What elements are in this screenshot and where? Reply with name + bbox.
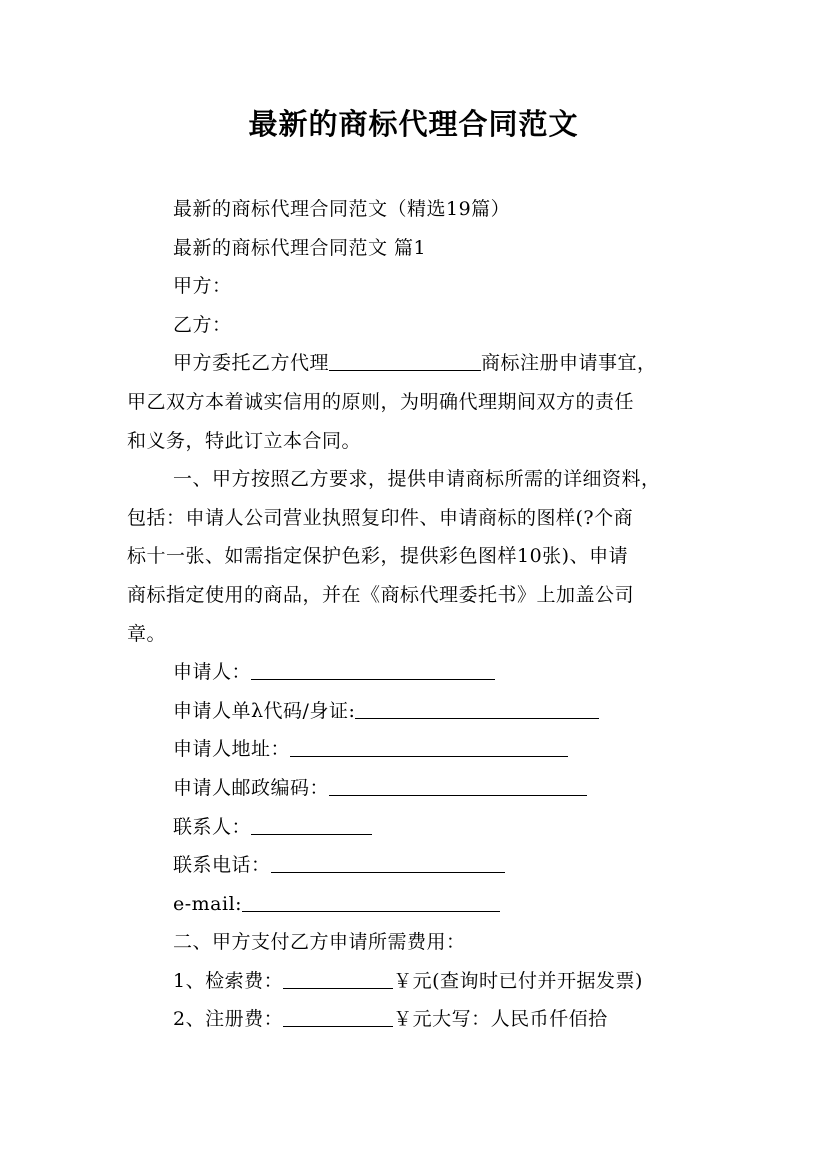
applicant-postcode-blank bbox=[329, 775, 587, 796]
clause-1-line-2: 包括：申请人公司营业执照复印件、申请商标的图样(?个商 bbox=[127, 506, 634, 529]
applicant-id-field bbox=[127, 692, 707, 731]
contact-person-field bbox=[127, 808, 707, 847]
applicant-label: 申请人： bbox=[173, 661, 252, 684]
paragraph-intro-line-3: 和义务，特此订立本合同。 bbox=[127, 429, 362, 452]
party-b-label: 乙方： bbox=[173, 313, 232, 336]
clause-2-heading: 二、甲方支付乙方申请所需费用： bbox=[173, 931, 466, 954]
contact-phone-blank bbox=[271, 852, 505, 873]
email-field bbox=[127, 885, 707, 924]
fee-search-note: ￥元(查询时已付并开据发票) bbox=[393, 969, 643, 992]
paragraph-section-heading: 最新的商标代理合同范文 篇1 bbox=[173, 236, 427, 259]
paragraph-intro-line-2: 甲乙双方本着诚实信用的原则，为明确代理期间双方的责任 bbox=[127, 390, 635, 413]
applicant-blank bbox=[251, 659, 495, 680]
clause-1-line-5: 章。 bbox=[127, 622, 167, 645]
contact-person-blank bbox=[251, 814, 372, 835]
clause-1-line-3: 标十一张、如需指定保护色彩，提供彩色图样10张)、申请 bbox=[127, 545, 629, 568]
intro-text-end: 商标注册申请事宜， bbox=[481, 352, 657, 375]
contact-phone-field bbox=[127, 846, 707, 885]
applicant-id-blank bbox=[355, 698, 599, 719]
applicant-address-field bbox=[127, 730, 707, 769]
contact-phone-label: 联系电话： bbox=[173, 854, 271, 877]
applicant-address-blank bbox=[290, 736, 568, 757]
document-title: 最新的商标代理合同范文 bbox=[248, 107, 579, 141]
fee-search-line bbox=[127, 962, 707, 1001]
clause-1-line-1: 一、甲方按照乙方要求，提供申请商标所需的详细资料， bbox=[173, 468, 661, 491]
email-label: e-mail: bbox=[173, 892, 243, 915]
document-body bbox=[127, 190, 707, 1039]
clause-1-line-4: 商标指定使用的商品，并在《商标代理委托书》上加盖公司 bbox=[127, 583, 635, 606]
fee-registration-line bbox=[127, 1000, 707, 1039]
applicant-postcode-field bbox=[127, 769, 707, 808]
email-blank bbox=[242, 891, 500, 912]
applicant-postcode-label: 申请人邮政编码： bbox=[173, 776, 330, 799]
fee-search-label: 1、检索费： bbox=[173, 969, 284, 992]
fee-registration-label: 2、注册费： bbox=[173, 1008, 284, 1031]
fee-registration-note: ￥元大写：人民币仟佰拾 bbox=[393, 1008, 608, 1031]
applicant-field bbox=[127, 653, 707, 692]
applicant-address-label: 申请人地址： bbox=[173, 738, 291, 761]
paragraph-intro-line bbox=[127, 344, 707, 383]
applicant-id-label: 申请人单λ代码/身证: bbox=[173, 699, 356, 722]
fee-registration-blank bbox=[283, 1006, 393, 1027]
paragraph-subtitle: 最新的商标代理合同范文（精选19篇） bbox=[173, 198, 511, 220]
party-a-label: 甲方： bbox=[173, 275, 232, 298]
contact-person-label: 联系人： bbox=[173, 815, 252, 838]
intro-text-start: 甲方委托乙方代理 bbox=[173, 352, 330, 375]
fee-search-blank bbox=[283, 968, 393, 989]
trademark-blank-field bbox=[329, 350, 481, 371]
